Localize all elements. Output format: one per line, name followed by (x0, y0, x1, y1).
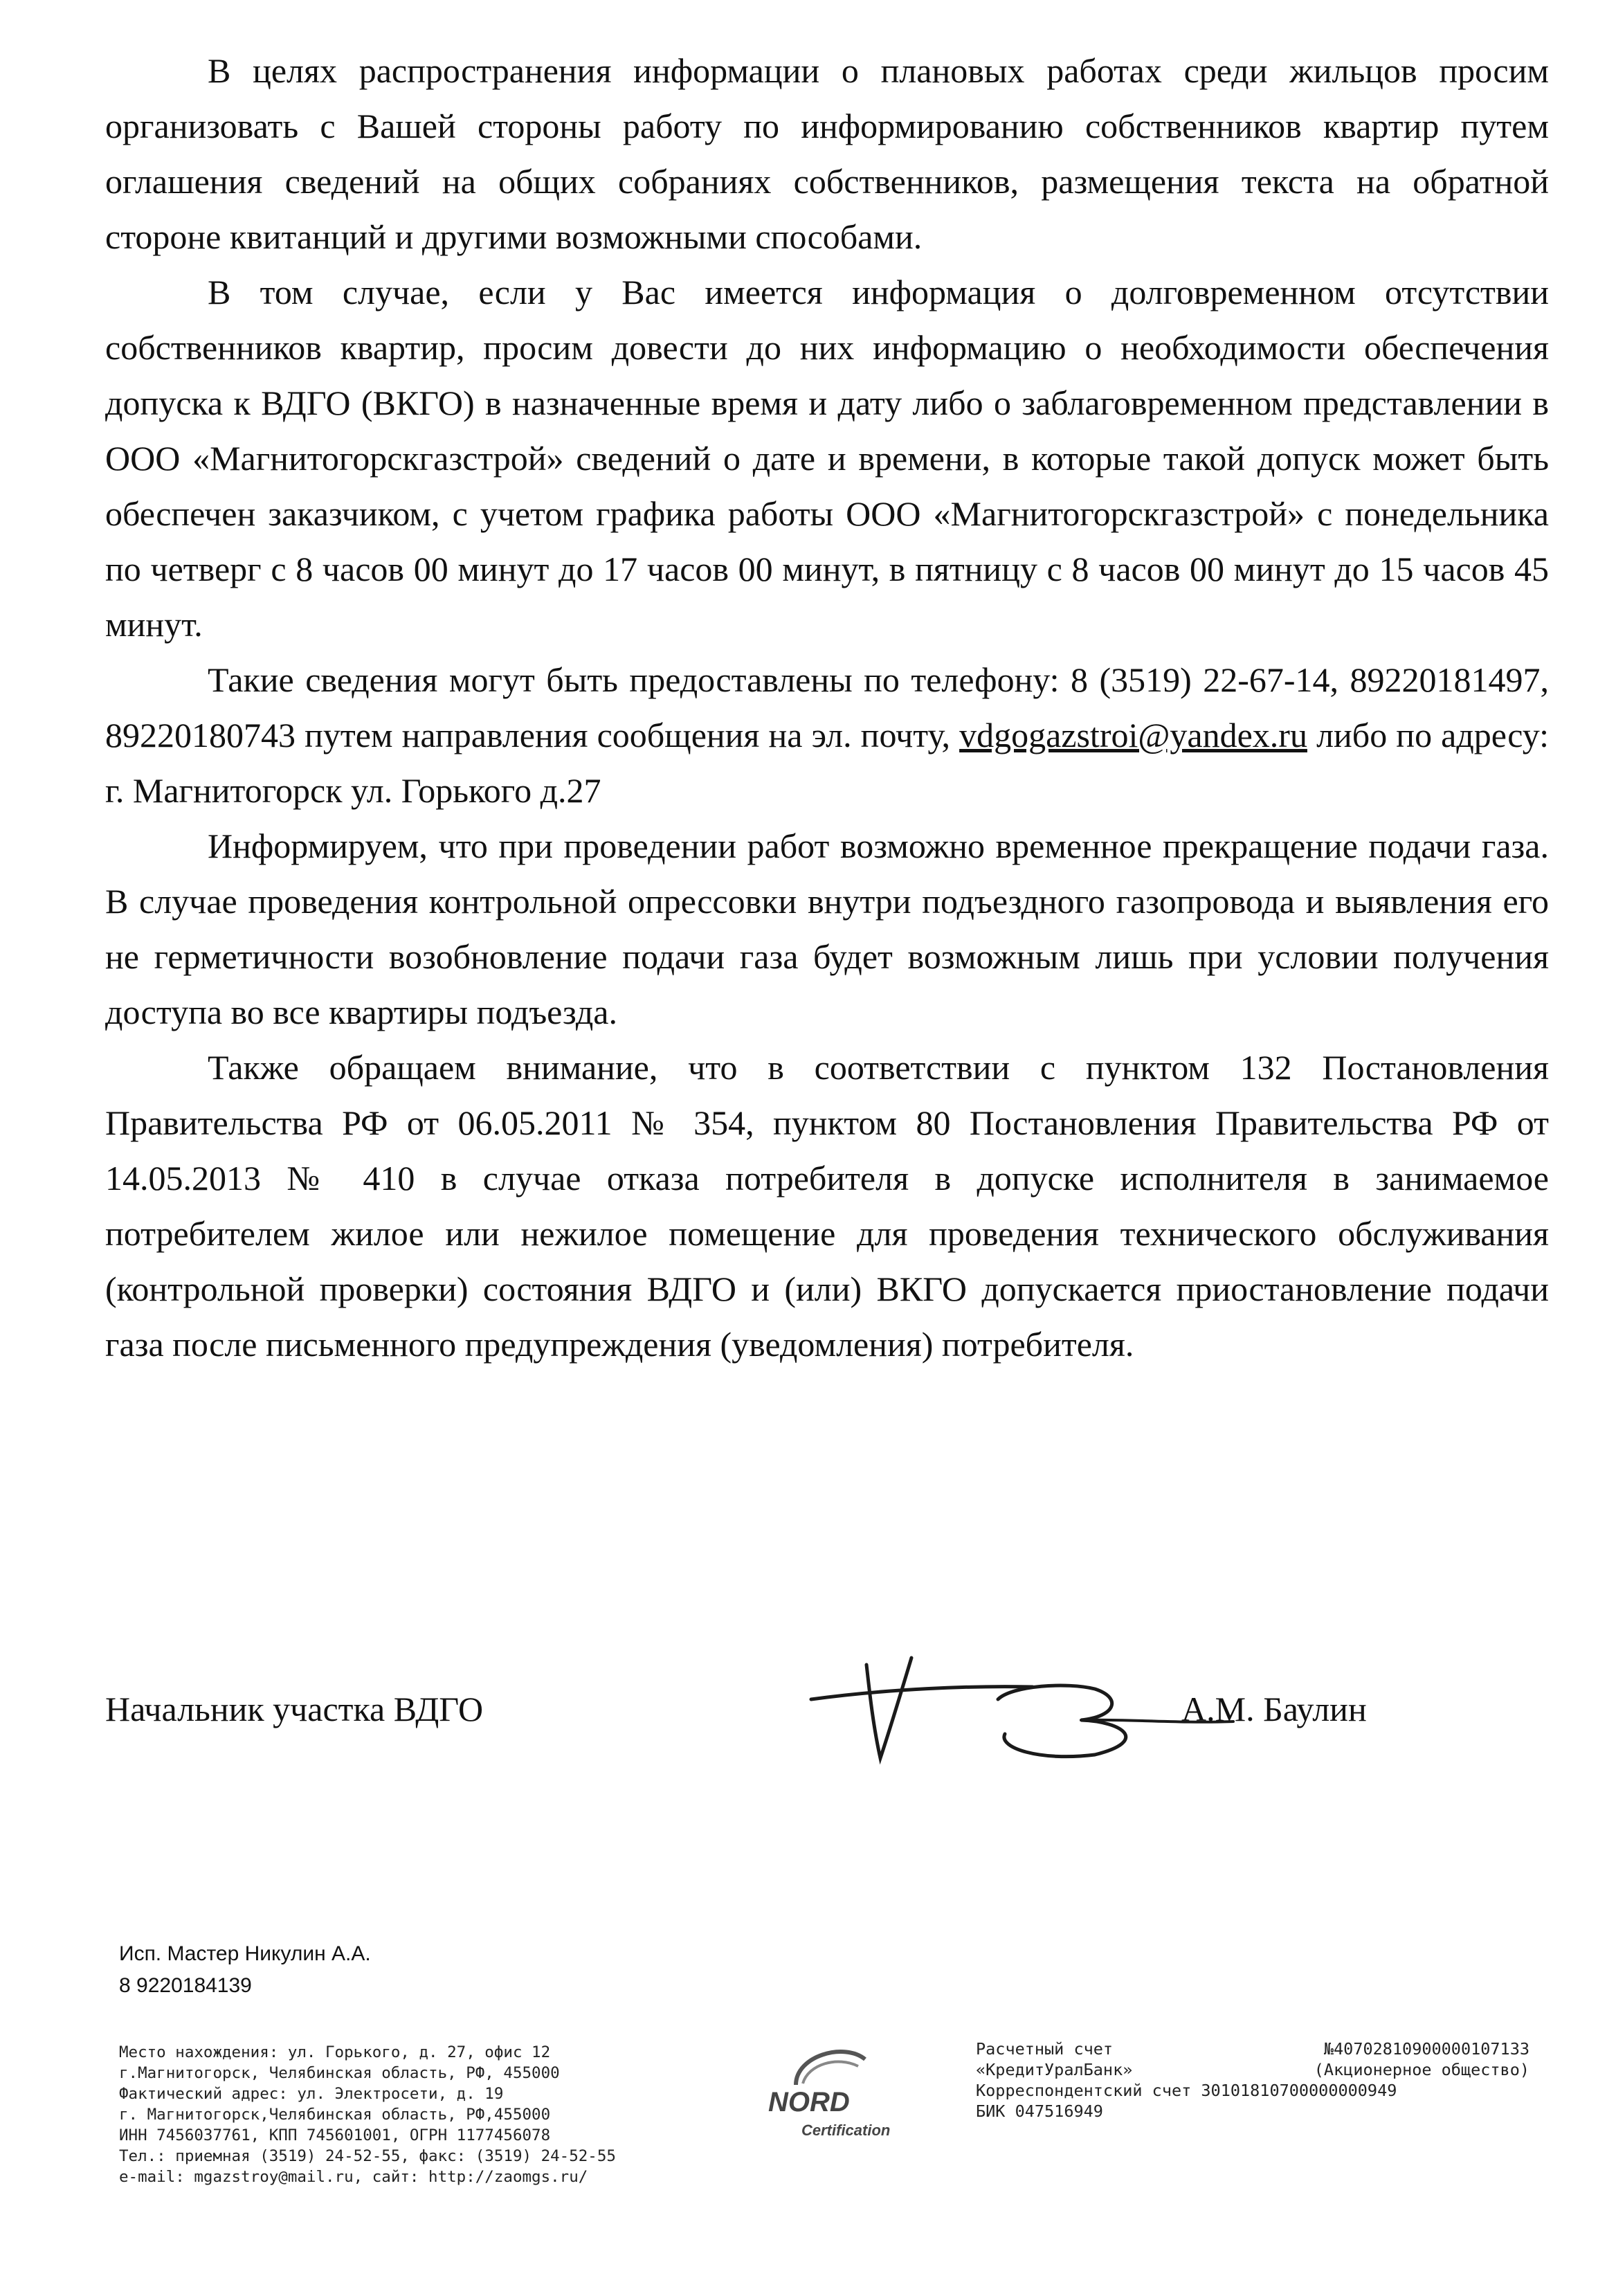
bank-form: (Акционерное общество) (1314, 2060, 1529, 2079)
paragraph-gas-interruption: Информируем, что при проведении работ возможно временное прекращение подачи газа. В случае проведения контрольной опрессовки внутри подъездного газопровода и выявления его не герметичности возобновление подачи газа будет возможным лишь при условии получения доступа во все квартиры подъезда. (105, 826, 1549, 1031)
company-actual-address: Фактический адрес: ул. Электросети, д. 19 (119, 2085, 504, 2103)
paragraph-info-distribution: В целях распространения информации о плановых работах среди жильцов просим организовать с Вашей стороны работу по информированию собственников квартир путем оглашения сведений на общих собраниях собственников, размещения текста на обратной стороне квитанций и другими возможными способами. (105, 51, 1549, 256)
corr-account: Корреспондентский счет 30101810700000000949 (976, 2081, 1397, 2100)
company-registration-ids: ИНН 7456037761, КПП 745601001, ОГРН 1177456078 (119, 2126, 551, 2144)
signatory-position: Начальник участка ВДГО (105, 1690, 484, 1728)
executor-phone: 8 9220184139 (119, 1974, 252, 1997)
account-value: №40702810900000107133 (1323, 2039, 1529, 2059)
letter-body (105, 43, 1549, 1372)
bik: БИК 047516949 (976, 2101, 1103, 2121)
contact-text: Такие сведения могут быть предоставлены по телефону: 8 (3519) 22-67-14, 89220181497, 89220180743 путем направления сообщения на эл. почту, (105, 660, 1549, 754)
paragraph-contacts (105, 652, 1549, 818)
company-phones: Тел.: приемная (3519) 24-52-55, факс: (3519) 24-52-55 (119, 2147, 616, 2165)
executor-block (119, 1938, 371, 2002)
company-legal-address: Место нахождения: ул. Горького, д. 27, офис 12 (119, 2043, 551, 2061)
certification-logo (747, 2042, 948, 2146)
company-actual-city: г. Магнитогорск,Челябинская область, РФ,455000 (119, 2106, 551, 2124)
handwritten-signature (707, 1644, 1247, 1769)
executor-name: Исп. Мастер Никулин А.А. (119, 1942, 371, 1965)
address-text: либо по адресу: г. Магнитогорск ул. Горького д.27 (105, 716, 1550, 810)
paragraph-legal-notice: Также обращаем внимание, что в соответствии с пунктом 132 Постановления Правительства РФ от 06.05.2011 № 354, пунктом 80 Постановления Правительства РФ от 14.05.2013 № 410 в случае отказа потребителя в допуске исполнителя в занимаемое потребителем жилое или нежилое помещение для проведения технического обслуживания (контрольной проверки) состояния ВДГО и (или) ВКГО допускается приостановление подачи газа после письменного предупреждения (уведомления) потребителя. (105, 1048, 1549, 1364)
company-web: e-mail: mgazstroy@mail.ru, сайт: http://zaomgs.ru/ (119, 2168, 588, 2186)
cert-caption: Certification (801, 2122, 891, 2139)
email-link[interactable]: vdgogazstroi@yandex.ru (959, 716, 1307, 754)
signatory-name: А.М. Баулин (1181, 1690, 1367, 1728)
company-details (119, 2042, 714, 2187)
bank-name-row (976, 2059, 1529, 2080)
company-legal-city: г.Магнитогорск, Челябинская область, РФ, 455000 (119, 2064, 560, 2082)
bank-account-row (976, 2039, 1529, 2059)
cert-brand: NORD (768, 2087, 850, 2117)
signature-block (105, 1675, 1549, 1751)
bank-name: «КредитУралБанк» (976, 2060, 1133, 2079)
account-label: Расчетный счет (976, 2039, 1114, 2059)
bank-details (976, 2039, 1529, 2122)
paragraph-owner-absence: В том случае, если у Вас имеется информация о долговременном отсутствии собственников квартир, просим довести до них информацию о необходимости обеспечения допуска к ВДГО (ВКГО) в назначенные время и дату либо о заблаговременном представлении в ООО «Магнитогорскгазстрой» сведений о дате и времени, в которые такой допуск может быть обеспечен заказчиком, с учетом графика работы ООО «Магнитогорскгазстрой» с понедельника по четверг с 8 часов 00 минут до 17 часов 00 минут, в пятницу с 8 часов 00 минут до 15 часов 45 минут. (105, 273, 1549, 644)
